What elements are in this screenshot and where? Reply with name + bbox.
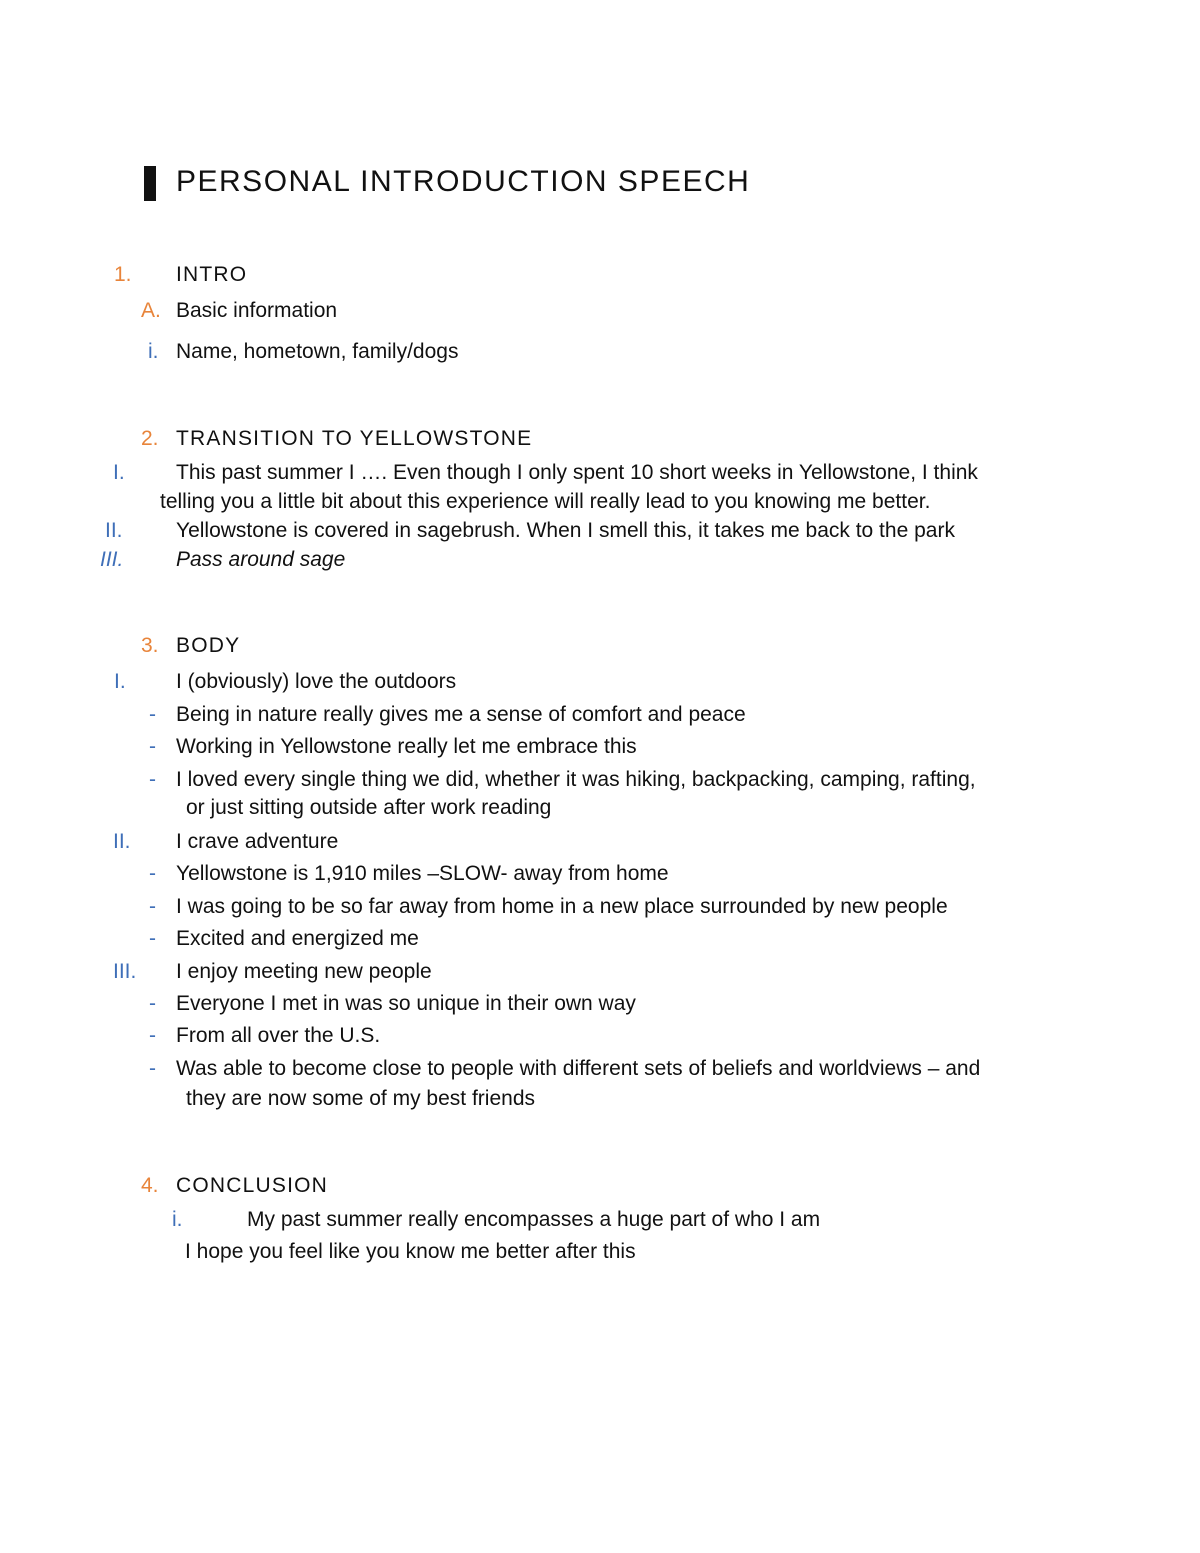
section-heading-transition: TRANSITION TO YELLOWSTONE (176, 427, 533, 450)
body-point-3-bullet-3-cont: they are now some of my best friends (186, 1087, 535, 1110)
conclusion-closing: I hope you feel like you know me better after this (185, 1240, 636, 1263)
body-point-1-bullet-1: Being in nature really gives me a sense of comfort and peace (176, 703, 746, 726)
intro-item-marker: i. (148, 340, 159, 363)
body-point-2-bullet-3: Excited and energized me (176, 927, 419, 950)
page-title: PERSONAL INTRODUCTION SPEECH (176, 165, 751, 198)
body-point-3-bullet-3: Was able to become close to people with different sets of beliefs and worldviews – and (176, 1057, 981, 1080)
transition-item-1-line2: telling you a little bit about this experience will really lead to you knowing me better. (160, 490, 931, 513)
body-marker-1: I. (114, 670, 126, 693)
transition-marker-3: III. (100, 548, 124, 571)
body-marker-3: III. (113, 960, 137, 983)
body-point-1-bullet-2: Working in Yellowstone really let me embrace this (176, 735, 637, 758)
bullet-dash: - (149, 768, 156, 791)
conclusion-item-text: My past summer really encompasses a huge part of who I am (247, 1208, 821, 1231)
section-heading-conclusion: CONCLUSION (176, 1174, 329, 1197)
title-bar-mark (144, 166, 156, 201)
section-number-transition: 2. (141, 427, 159, 450)
body-marker-2: II. (113, 830, 131, 853)
bullet-dash: - (149, 703, 156, 726)
bullet-dash: - (149, 735, 156, 758)
bullet-dash: - (149, 895, 156, 918)
conclusion-item-marker: i. (172, 1208, 183, 1231)
transition-item-1-line1: This past summer I …. Even though I only spent 10 short weeks in Yellowstone, I think (176, 461, 978, 484)
body-point-1: I (obviously) love the outdoors (176, 670, 457, 693)
section-number-body: 3. (141, 634, 159, 657)
bullet-dash: - (149, 1024, 156, 1047)
intro-sub-text: Basic information (176, 299, 338, 322)
transition-item-2: Yellowstone is covered in sagebrush. When I smell this, it takes me back to the park (176, 519, 955, 542)
transition-marker-1: I. (113, 461, 125, 484)
bullet-dash: - (149, 927, 156, 950)
intro-sub-marker: A. (141, 299, 161, 322)
body-point-3-bullet-1: Everyone I met in was so unique in their own way (176, 992, 636, 1015)
section-heading-intro: INTRO (176, 263, 248, 286)
section-heading-body: BODY (176, 634, 241, 657)
intro-item-text: Name, hometown, family/dogs (176, 340, 459, 363)
transition-marker-2: II. (105, 519, 123, 542)
body-point-1-bullet-3: I loved every single thing we did, whether it was hiking, backpacking, camping, rafting, (176, 768, 976, 791)
body-point-1-bullet-3-cont: or just sitting outside after work reading (186, 796, 552, 819)
bullet-dash: - (149, 1057, 156, 1080)
body-point-3-bullet-2: From all over the U.S. (176, 1024, 381, 1047)
section-number-intro: 1. (114, 263, 132, 286)
bullet-dash: - (149, 992, 156, 1015)
bullet-dash: - (149, 862, 156, 885)
body-point-2: I crave adventure (176, 830, 339, 853)
body-point-2-bullet-1: Yellowstone is 1,910 miles –SLOW- away from home (176, 862, 669, 885)
section-number-conclusion: 4. (141, 1174, 159, 1197)
body-point-2-bullet-2: I was going to be so far away from home in a new place surrounded by new people (176, 895, 948, 918)
transition-item-3: Pass around sage (176, 548, 346, 571)
body-point-3: I enjoy meeting new people (176, 960, 432, 983)
